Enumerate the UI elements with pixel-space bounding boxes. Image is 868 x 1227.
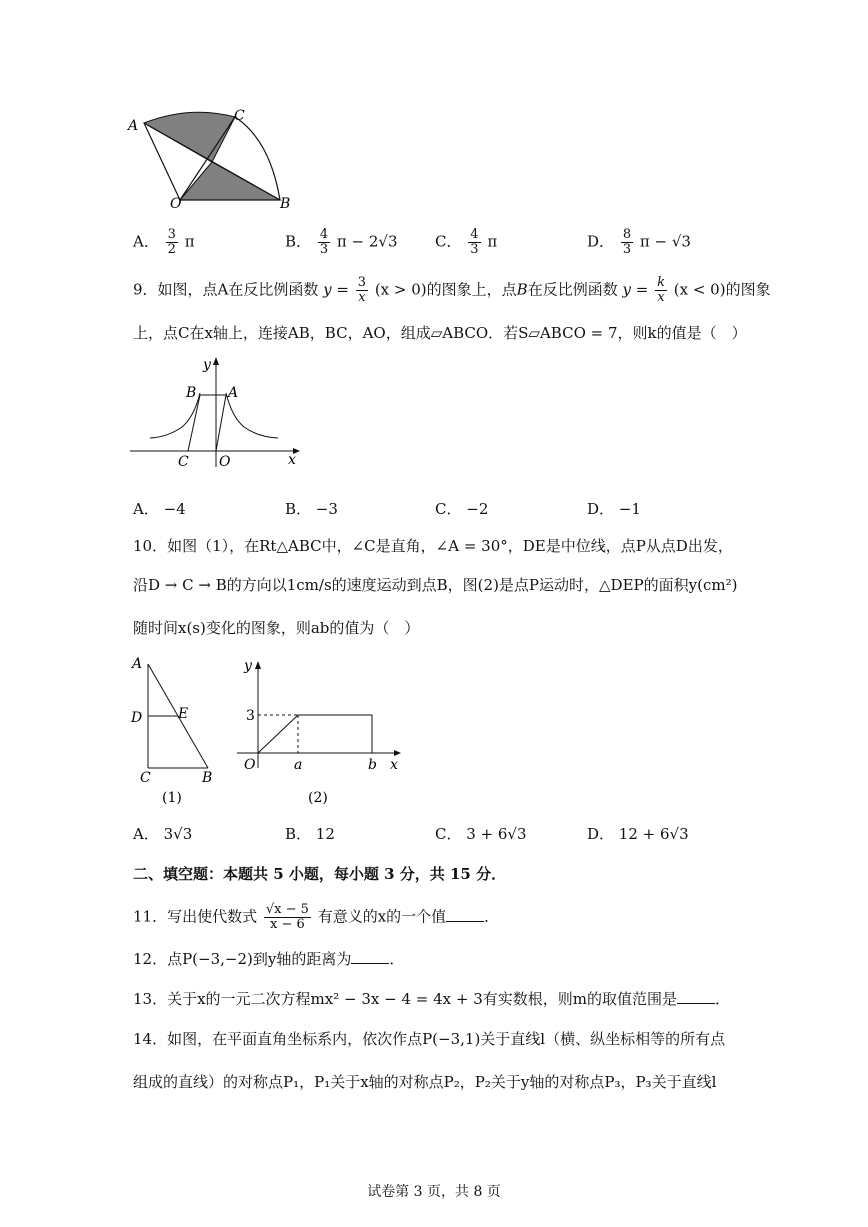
label-a: a: [294, 757, 303, 773]
q8-option-b: B． $\frac{4}{3}$ π − 2√3: [285, 227, 398, 257]
q9-option-c: C． −2: [435, 500, 489, 518]
label-o: O: [219, 454, 231, 470]
q10-option-c: C． 3 + 6√3: [435, 825, 527, 843]
label-o: O: [170, 196, 182, 212]
label-b: B: [280, 196, 291, 212]
q9-option-a: A． −4: [133, 500, 186, 518]
label-x: x: [390, 757, 398, 773]
label-y: y: [244, 658, 252, 674]
q14-line2: 组成的直线）的对称点P₁，P₁关于x轴的对称点P₂，P₂关于y轴的对称点P₃，P₃关于直线l: [133, 1073, 717, 1091]
graph-line: [258, 715, 372, 753]
label-a: A: [228, 385, 239, 401]
q8-option-a: A． $\frac{3}{2}$ π: [133, 227, 195, 257]
q12-text: 12．点P(−3,−2)到y轴的距离为 ．: [133, 950, 405, 968]
label-c: C: [140, 770, 151, 786]
label-c: C: [178, 454, 189, 470]
label-a: A: [128, 118, 139, 134]
label-three: 3: [246, 708, 255, 724]
q14-line1: 14．如图，在平面直角坐标系内，依次作点P(−3,1)关于直线l（横、纵坐标相等的所有点: [133, 1030, 726, 1048]
q9-option-d: D． −1: [587, 500, 641, 518]
q10-option-d: D． 12 + 6√3: [587, 825, 689, 843]
label-b: B: [202, 770, 213, 786]
label-o: O: [244, 757, 256, 773]
q10-line2: 沿D → C → B的方向以1cm/s的速度运动到点B，图(2)是点P运动时，△DEP的面积y(cm²): [133, 576, 738, 594]
label-b: b: [368, 757, 377, 773]
label-e: E: [178, 706, 189, 722]
label-c: C: [234, 108, 245, 124]
q10-graph-figure: [232, 652, 407, 807]
q11-text: 11．写出使代数式 $\frac{√x - 5}{x - 6}$ 有意义的x的一个值 ．: [133, 902, 500, 932]
caption-1: (1): [162, 790, 182, 806]
q8-option-c: C． $\frac{4}{3}$ π: [435, 227, 498, 257]
q10-triangle-figure: [128, 652, 223, 807]
caption-2: (2): [308, 790, 328, 806]
shaded-region-lower: [180, 162, 280, 200]
y-axis-arrow: [255, 661, 261, 669]
q9-line1: 9．如图，点A在反比例函数 y = $\frac{3}{x}$ (x > 0)的图象上，点B在反比例函数 y = $\frac{k}{x}$ (x < 0)的图象: [133, 275, 771, 305]
q10-option-a: A． 3√3: [133, 825, 193, 843]
section-heading: 二、填空题：本题共 5 小题，每小题 3 分，共 15 分．: [133, 865, 507, 883]
answer-blank: [446, 907, 484, 922]
x-axis-arrow: [394, 750, 401, 756]
label-b: B: [186, 385, 197, 401]
q13-text: 13．关于x的一元二次方程mx² − 3x − 4 = 4x + 3有实数根，则m的取值范围是 ．: [133, 990, 730, 1008]
answer-blank: [351, 949, 389, 964]
segment-bc: [188, 395, 200, 451]
label-y: y: [203, 357, 211, 373]
q10-option-b: B． 12: [285, 825, 335, 843]
answer-blank: [677, 989, 715, 1004]
y-axis-arrow: [213, 357, 219, 365]
q8-sector-figure: [120, 100, 310, 215]
q8-option-d: D． $\frac{8}{3}$ π − √3: [587, 227, 691, 257]
label-d: D: [131, 710, 143, 726]
q10-line1: 10．如图（1），在Rt△ABC中，∠C是直角，∠A = 30°，DE是中位线，点P从点D出发，: [133, 537, 733, 555]
q9-hyperbola-figure: [128, 355, 303, 470]
segment-ao: [216, 395, 226, 451]
q9-line2: 上，点C在x轴上，连接AB，BC，AO，组成▱ABCO．若S▱ABCO = 7，则k的值是（ ）: [133, 324, 747, 342]
page-footer: 试卷第 3 页，共 8 页: [367, 1184, 501, 1200]
q9-option-b: B． −3: [285, 500, 338, 518]
q10-line3: 随时间x(s)变化的图象，则ab的值为（ ）: [133, 619, 420, 637]
label-x: x: [288, 452, 296, 468]
label-a: A: [132, 656, 143, 672]
